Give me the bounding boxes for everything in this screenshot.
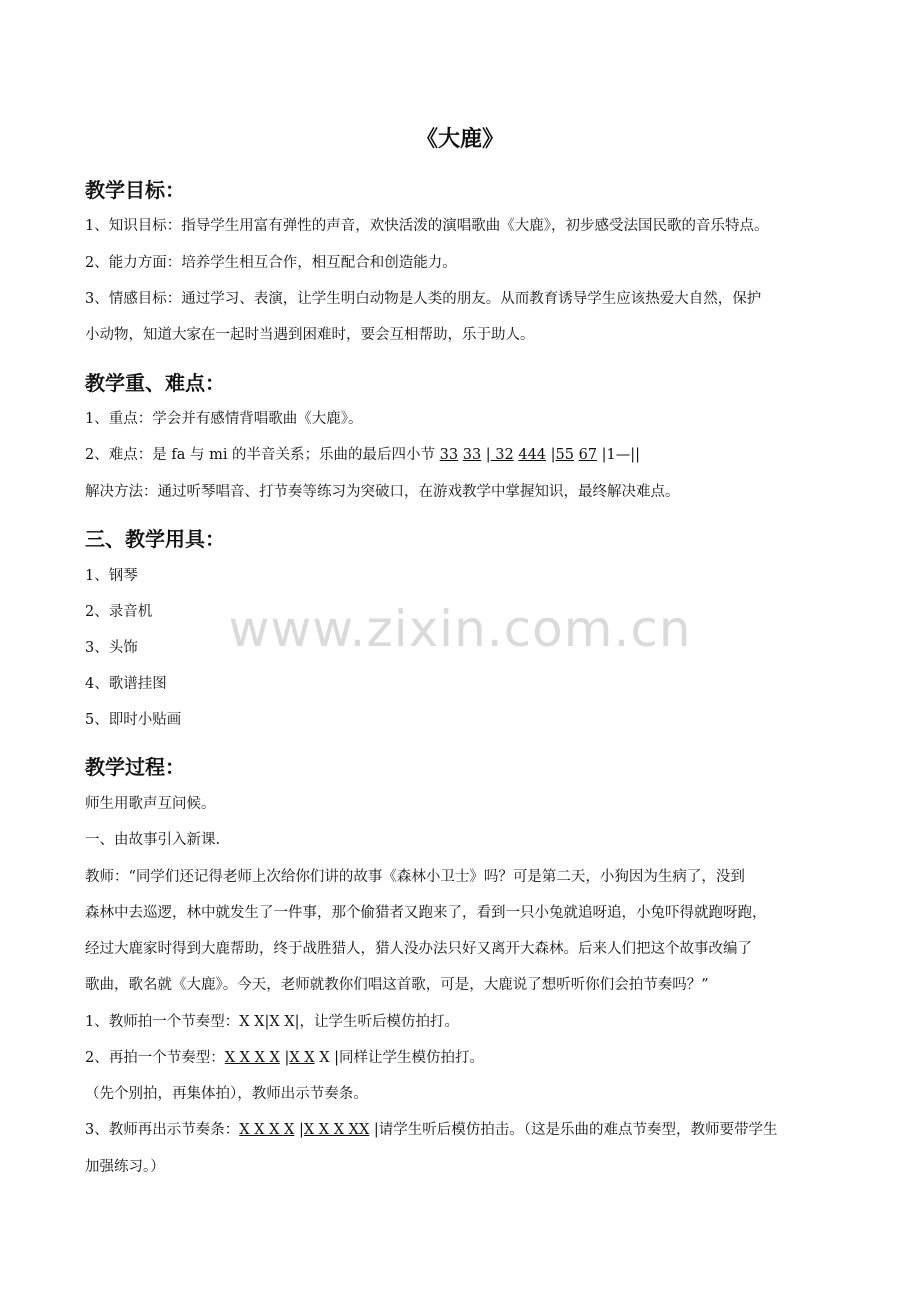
rhythm-step-2-tail: X |同样让学生模仿拍打。 bbox=[314, 1050, 485, 1066]
objective-emotion-line1: 3、情感目标：通过学习、表演，让学生明白动物是人类的朋友。从而教育诱导学生应该热爱大自然，保护 bbox=[85, 291, 762, 307]
notation-55: 55 bbox=[555, 447, 574, 463]
rhythm-step-2-text: 2、再拍一个节奏型： bbox=[85, 1050, 225, 1066]
bar-line: | bbox=[279, 1050, 290, 1066]
notation-33a: 33 bbox=[439, 447, 459, 463]
process-greeting: 师生用歌声互问候。 bbox=[85, 796, 216, 812]
tool-item: 4、歌谱挂图 bbox=[85, 676, 167, 692]
teacher-story-line3: 经过大鹿家时得到大鹿帮助，终于战胜猎人，猎人没办法只好又离开大森林。后来人们把这个故事改编了 bbox=[85, 941, 752, 957]
key-point: 1、重点：学会并有感情背唱歌曲《大鹿》。 bbox=[85, 411, 363, 427]
teacher-story-line2: 森林中去巡逻，林中就发生了一件事，那个偷猎者又跑来了，看到一只小兔就追呀追，小兔吓得就跑呀跑， bbox=[85, 905, 767, 921]
tool-item: 3、头饰 bbox=[85, 640, 138, 656]
solution-method: 解决方法：通过听琴唱音、打节奏等练习为突破口，在游戏教学中掌握知识，最终解决难点。 bbox=[85, 484, 680, 500]
rhythm-step-3-continued: 加强练习。） bbox=[85, 1159, 165, 1175]
rhythm-step-3 bbox=[85, 1120, 778, 1140]
difficult-point-text: 2、难点：是 fa 与 mi 的半音关系；乐曲的最后四小节 bbox=[85, 447, 440, 463]
teacher-story-line4: 歌曲，歌名就《大鹿》。今天，老师就教你们唱这首歌，可是，大鹿说了想听听你们会拍节奏吗？” bbox=[85, 977, 709, 993]
rhythm-pattern-a: X X X X bbox=[224, 1050, 280, 1066]
watermark-text: www.zixin.com.cn bbox=[228, 600, 692, 658]
objective-ability: 2、能力方面：培养学生相互合作，相互配合和创造能力。 bbox=[85, 255, 457, 271]
rhythm-pattern-b: X X bbox=[289, 1050, 315, 1066]
objective-knowledge: 1、知识目标：指导学生用富有弹性的声音，欢快活泼的演唱歌曲《大鹿》，初步感受法国民歌的音乐特点。 bbox=[85, 218, 769, 234]
rhythm-step-2 bbox=[85, 1048, 484, 1068]
notation-67: 67 bbox=[578, 447, 598, 463]
bar-line-2: | bbox=[546, 447, 556, 463]
rhythm-pattern-d: X X X XX bbox=[303, 1122, 370, 1138]
heading-objectives: 教学目标： bbox=[85, 178, 185, 202]
rhythm-note: （先个别拍，再集体拍），教师出示节奏条。 bbox=[85, 1086, 368, 1102]
rhythm-pattern-c: X X X X bbox=[239, 1122, 295, 1138]
heading-teaching-tools: 三、教学用具： bbox=[85, 527, 225, 551]
tool-item: 5、即时小贴画 bbox=[85, 712, 182, 728]
notation-444: 444 bbox=[518, 447, 547, 463]
objective-emotion-line2: 小动物，知道大家在一起时当遇到困难时，要会互相帮助，乐于助人。 bbox=[85, 327, 535, 343]
heading-key-points: 教学重、难点： bbox=[85, 371, 225, 395]
rhythm-step-3-tail: |请学生听后模仿拍击。（这是乐曲的难点节奏型，教师要带学生 bbox=[369, 1122, 778, 1138]
bar-line-1: | bbox=[481, 447, 491, 463]
rhythm-step-3-text: 3、教师再出示节奏条： bbox=[85, 1122, 240, 1138]
notation-33b: 33 bbox=[462, 447, 482, 463]
heading-teaching-process: 教学过程： bbox=[85, 755, 185, 779]
bar-line: | bbox=[294, 1122, 304, 1138]
difficult-point bbox=[85, 445, 640, 465]
document-title: 《大鹿》 bbox=[415, 127, 504, 152]
tool-item: 1、钢琴 bbox=[85, 568, 138, 584]
rhythm-step-1: 1、教师拍一个节奏型：X X|X X|，让学生听后模仿拍打。 bbox=[85, 1014, 460, 1030]
notation-32: 32 bbox=[490, 447, 514, 463]
tool-item: 2、录音机 bbox=[85, 604, 153, 620]
teacher-story-line1: 教师：“同学们还记得老师上次给你们讲的故事《森林小卫士》吗？可是第二天，小狗因为生病了，没到 bbox=[85, 869, 745, 885]
process-intro: 一、由故事引入新课. bbox=[85, 832, 221, 848]
notation-end: |1—|| bbox=[597, 447, 641, 463]
